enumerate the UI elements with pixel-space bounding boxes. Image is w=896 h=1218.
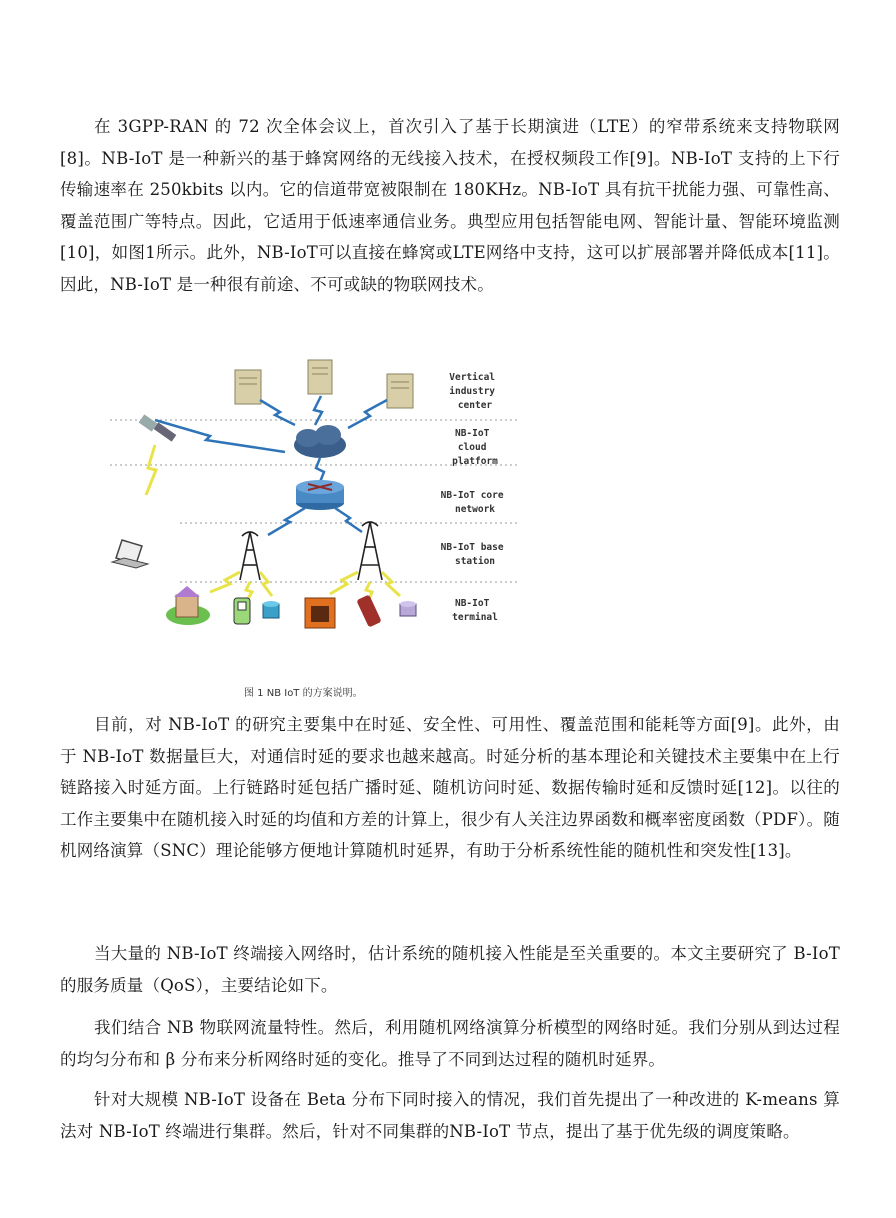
vehicle-terminal-icon <box>305 598 335 628</box>
layer-label-terminal: NB-IoT terminal <box>452 598 498 623</box>
figure-nb-iot-architecture <box>100 350 540 655</box>
server-icon <box>387 374 413 408</box>
layer-label-vertical-industry-center: Vertical industry center <box>449 372 496 411</box>
wireless-link-icons <box>155 396 387 452</box>
paragraph-1: 在 3GPP-RAN 的 72 次全体会议上，首次引入了基于长期演进（LTE）的窄带系统来支持物联网[8]。NB-IoT 是一种新兴的基于蜂窝网络的无线接入技术，在授权频段工作[9]。NB-IoT 支持的上下行传输速率在 250kbits 以内。它的信道带宽被限制在 180KHz。NB-IoT 具有抗干扰能力强、可靠性高、覆盖范围广等特点。因此，它适用于低速率通信业务。典型应用包括智能电网、智能计量、智能环境监测[10]，如图1所示。此外，NB-IoT可以直接在蜂窝或LTE网络中支持，这可以扩展部署并降低成本[11]。因此，NB-IoT 是一种很有前途、不可或缺的物联网技术。 <box>60 117 840 294</box>
meter-terminal-icon <box>400 601 416 616</box>
layer-label-cloud-platform: NB-IoT cloud platform <box>452 428 498 467</box>
router-icon <box>296 480 344 510</box>
satellite-icon <box>139 414 177 441</box>
cloud-icon <box>294 425 346 458</box>
smart-meter-terminal-icon <box>234 598 250 624</box>
layer-label-core-network: NB-IoT core network <box>440 490 504 515</box>
smart-home-terminal-icon <box>166 586 210 625</box>
paragraph-2: 目前，对 NB-IoT 的研究主要集中在时延、安全性、可用性、覆盖范围和能耗等方面[9]。此外，由于 NB-IoT 数据量巨大，对通信时延的要求也越来越高。时延分析的基本理论和关键技术主要集中在上行链路接入时延方面。上行链路时延包括广播时延、随机访问时延、数据传输时延和反馈时延[12]。以往的工作主要集中在随机接入时延的均值和方差的计算上，很少有人关注边界函数和概率密度函数（PDF）。随机网络演算（SNC）理论能够方便地计算随机时延界，有助于分析系统性能的随机性和突发性[13]。 <box>60 715 840 860</box>
architecture-diagram <box>100 350 540 655</box>
laptop-icon <box>112 540 148 568</box>
sensor-terminal-icon <box>263 601 279 618</box>
server-icon <box>308 360 332 394</box>
paragraph-5: 针对大规模 NB-IoT 设备在 Beta 分布下同时接入的情况，我们首先提出了一种改进的 K-means 算法对 NB-IoT 终端进行集群。然后，针对不同集群的NB-IoT 节点，提出了基于优先级的调度策略。 <box>60 1090 840 1141</box>
paragraph-4: 我们结合 NB 物联网流量特性。然后，利用随机网络演算分析模型的网络时延。我们分别从到达过程的均匀分布和 β 分布来分析网络时延的变化。推导了不同到达过程的随机时延界。 <box>60 1018 840 1069</box>
figure-caption: 图 1 NB IoT 的方案说明。 <box>244 688 363 699</box>
phone-terminal-icon <box>356 594 381 627</box>
layer-label-base-station: NB-IoT base station <box>440 542 504 567</box>
base-station-tower-icon <box>240 532 260 580</box>
paragraph-3: 当大量的 NB-IoT 终端接入网络时，估计系统的随机接入性能是至关重要的。本文主要研究了 B-IoT 的服务质量（QoS），主要结论如下。 <box>60 944 840 995</box>
server-icon <box>235 370 261 404</box>
